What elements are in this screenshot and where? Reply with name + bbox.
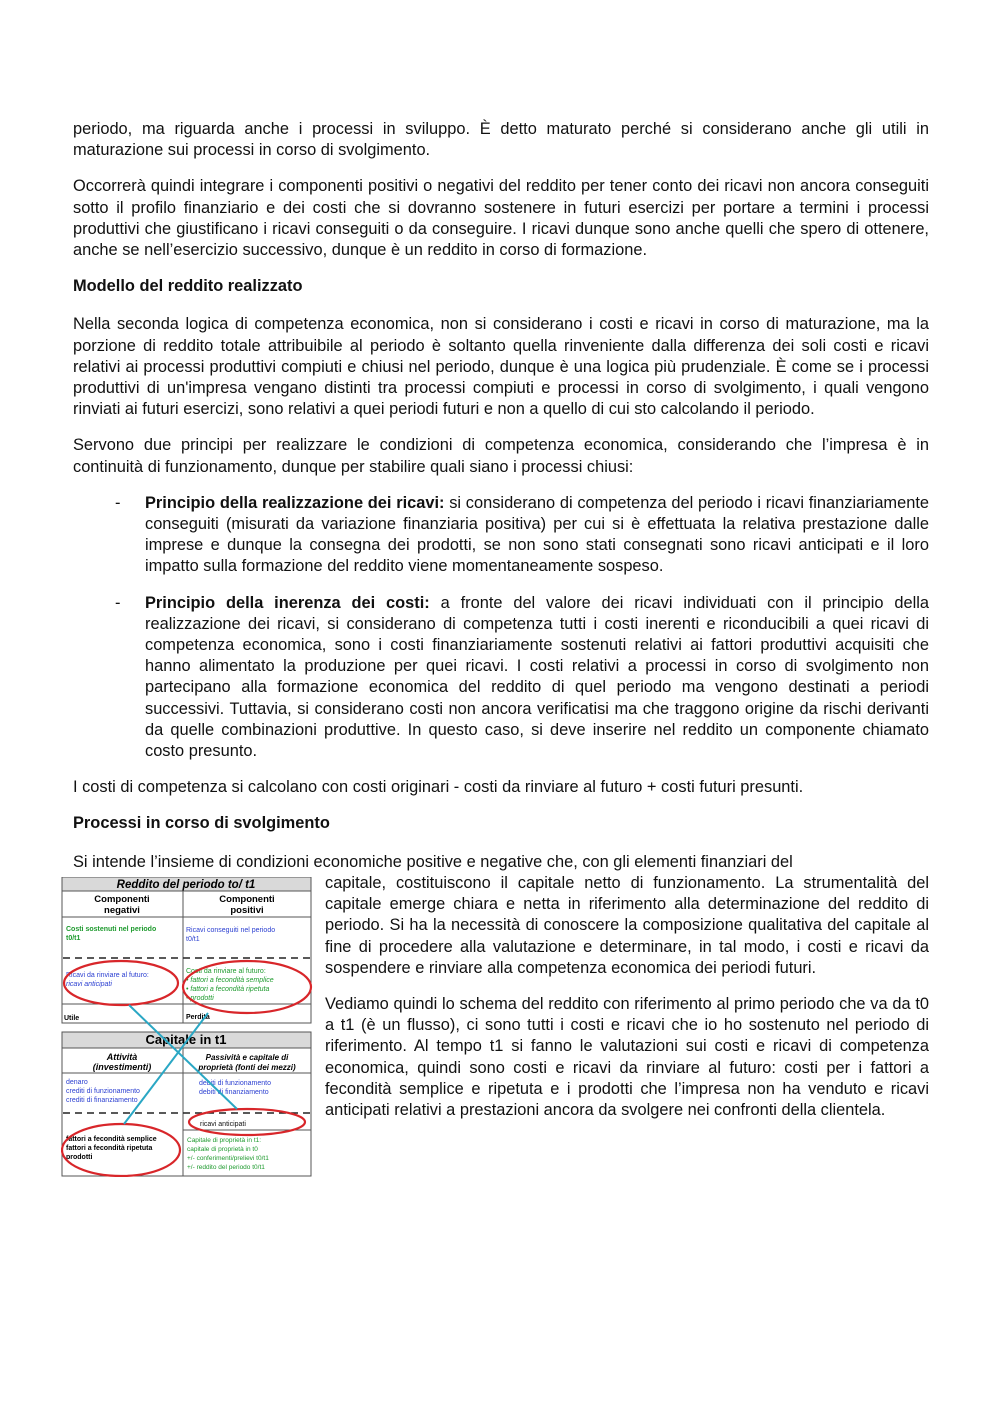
paragraph: capitale, costituiscono il capitale netto di funzionamento. La strumentalità del capitale emerge chiara e netta in riferimento alla determinazione del reddito di periodo. Si ha la necessità di conoscere la composizione qualitativa del capitale al fine di procedere alla valutazione e determinare, in tal modo, i costi e ricavi da sospendere e rinviare alla competenza economica dei periodi futuri. [325,873,929,977]
col-neg-label: Componenti [94,893,150,905]
utile-label: Utile [64,1014,80,1022]
att-crediti-funz: crediti di funzionamento [66,1087,140,1095]
att-crediti-fin: crediti di finanziamento [66,1096,138,1104]
pos-prodotti: • prodotti [186,994,214,1002]
passivita-label: Passività e capitale di [205,1052,289,1062]
att-prodotti: prodotti [66,1153,93,1161]
paragraph: Servono due principi per realizzare le condizioni di competenza economica, considerando che l’impresa è in continuità di funzionamento, dunque per stabilire quali siano i processi chiusi: [73,436,929,476]
paragraph: Occorrerà quindi integrare i componenti positivi o negativi del reddito per tener conto dei ricavi non ancora conseguiti sotto il profilo finanziario e dei costi che si dovranno sostenere in futuri esercizi per portare a termini i processi produttivi che giustificano i ricavi conseguiti o da conseguire. I ricavi dunque sono anche quelli che spero di ottenere, anche se nell’esercizio successivo, dunque è un reddito in corso di formazione. [73,177,929,260]
pos-revenues-text: Ricavi conseguiti nel periodo [186,926,276,934]
col-pos-label-2: positivi [230,904,264,916]
att-fattori-semplice: fattori a fecondità semplice [66,1135,157,1143]
neg-costs-text: Costi sostenuti nel periodo [66,925,157,933]
cap-proprieta-t1: Capitale di proprietà in t1: [187,1136,262,1144]
reddito-capitale-diagram [61,877,313,1177]
list-dash: - [115,593,121,612]
cap-reddito: +/- reddito del periodo t0/t1 [187,1163,265,1171]
principles-list [73,493,929,762]
cap-conferimenti: +/- conferimenti/prelievi t0/t1 [187,1154,269,1162]
paragraph: periodo, ma riguarda anche i processi in sviluppo. È detto maturato perché si considerano anche gli utili in maturazione sui processi in corso di svolgimento. [73,120,929,160]
neg-ricavi-rinviare: Ricavi da rinviare al futuro: [66,971,149,979]
pas-debiti-funz: debiti di funzionamento [199,1079,271,1087]
fonti-label: proprietà (fonti dei mezzi) [198,1062,296,1072]
attivita-label: Attività [106,1051,138,1062]
pos-revenues-period: t0/t1 [186,935,200,943]
paragraph: I costi di competenza si calcolano con costi originari - costi da rinviare al futuro + costi futuri presunti. [73,778,804,797]
neg-costs-period: t0/t1 [66,934,81,942]
section-heading-processi: Processi in corso di svolgimento [73,814,330,833]
perdita-label: Perdita [186,1013,210,1021]
list-item-text: a fronte del valore dei ricavi individuati con il principio della realizzazione dei ricavi, si considerano di competenza tutti i costi inerenti e riconducibili a quei ricavi di competenza economica, sono i costi finanziariamente sostenuti relativi ai fattori produttivi acquisiti che hanno alimentato la produzione per quei ricavi. I costi relativi a processi in corso di svolgimento non partecipano alla formazione economica del reddito di quel periodo ma vengono destinati a periodi successivi. Tuttavia, si considerano costi non ancora verificatisi ma che traggono origine da rischi derivanti da quelle combinazioni produttive. In questo caso, si deve inserire nel reddito un componente chiamato costo presunto. [145,593,930,761]
pos-fattori-semplice: • fattori a fecondità semplice [186,976,274,984]
section-heading-reddito-realizzato: Modello del reddito realizzato [73,277,303,296]
paragraph: Vediamo quindi lo schema del reddito con riferimento al primo periodo che va da t0 a t1 (è un flusso), ci sono tutti i costi e ricavi che io ho sostenuto nel periodo di riferimento. Al tempo t1 si fanno le valutazioni sui costi e ricavi di competenza economica, quindi sono costi e ricavi da rinviare al futuro: costi per i fattori a fecondità semplice e ripetuta e i prodotti che l’impresa non ha venduto e ricavi anticipati relativi a prestazioni ancora da svolgere nei confronti della clientela. [325,994,929,1119]
pas-debiti-fin: debiti di finanziamento [199,1088,269,1096]
col-pos-label: Componenti [219,893,275,905]
cap-proprieta-t0: capitale di proprietà in t0 [187,1145,258,1153]
diagram-svg [61,877,313,1177]
investimenti-label: (investimenti) [92,1061,152,1072]
list-item-text: si considerano di competenza del periodo i ricavi finanziariamente conseguiti (misurati da variazione finanziaria positiva) per cui si è effettuata la relativa prestazione dalle imprese e dunque la consegna dei prodotti, se non sono stati consegnati sono ricavi anticipati e il loro impatto sulla formazione del reddito viene momentaneamente sospeso. [145,493,929,576]
top-title: Reddito del periodo to/ t1 [116,878,256,891]
neg-ricavi-anticipati: ricavi anticipati [66,980,112,988]
document-page [64,119,930,1177]
paragraph: Si intende l’insieme di condizioni economiche positive e negative che, con gli elementi finanziari del [73,852,793,871]
paragraph: Nella seconda logica di competenza economica, non si considerano i costi e ricavi in corso di maturazione, ma la porzione di reddito totale attribuibile al periodo è soltanto quella rinveniente dalla differenza dei soli costi e ricavi relativi ai processi produttivi compiuti e chiusi nel periodo, dunque è una logica più prudenziale. È come se i processi produttivi di un'impresa vengano distinti tra processi compiuti e processi in corso di svolgimento, i quali vengono rinviati ai futuri esercizi, sono relativi a quei periodi futuri e non a quello di cui sto calcolando il periodo. [73,315,929,419]
list-dash: - [115,493,121,512]
list-item-title: Principio della inerenza dei costi: [145,593,430,612]
list-item [73,493,929,578]
att-denaro: denaro [66,1078,88,1086]
bottom-title: Capitale in t1 [145,1031,227,1047]
pos-fattori-ripetuta: • fattori a fecondità ripetuta [186,985,270,993]
pos-costi-rinviare: Costi da rinviare al futuro: [186,967,266,975]
col-neg-label-2: negativi [104,904,140,916]
list-item [73,593,929,763]
pas-ricavi-anticipati: ricavi anticipati [200,1120,246,1128]
att-fattori-ripetuta: fattori a fecondità ripetuta [66,1144,153,1152]
list-item-title: Principio della realizzazione dei ricavi: [145,493,445,512]
